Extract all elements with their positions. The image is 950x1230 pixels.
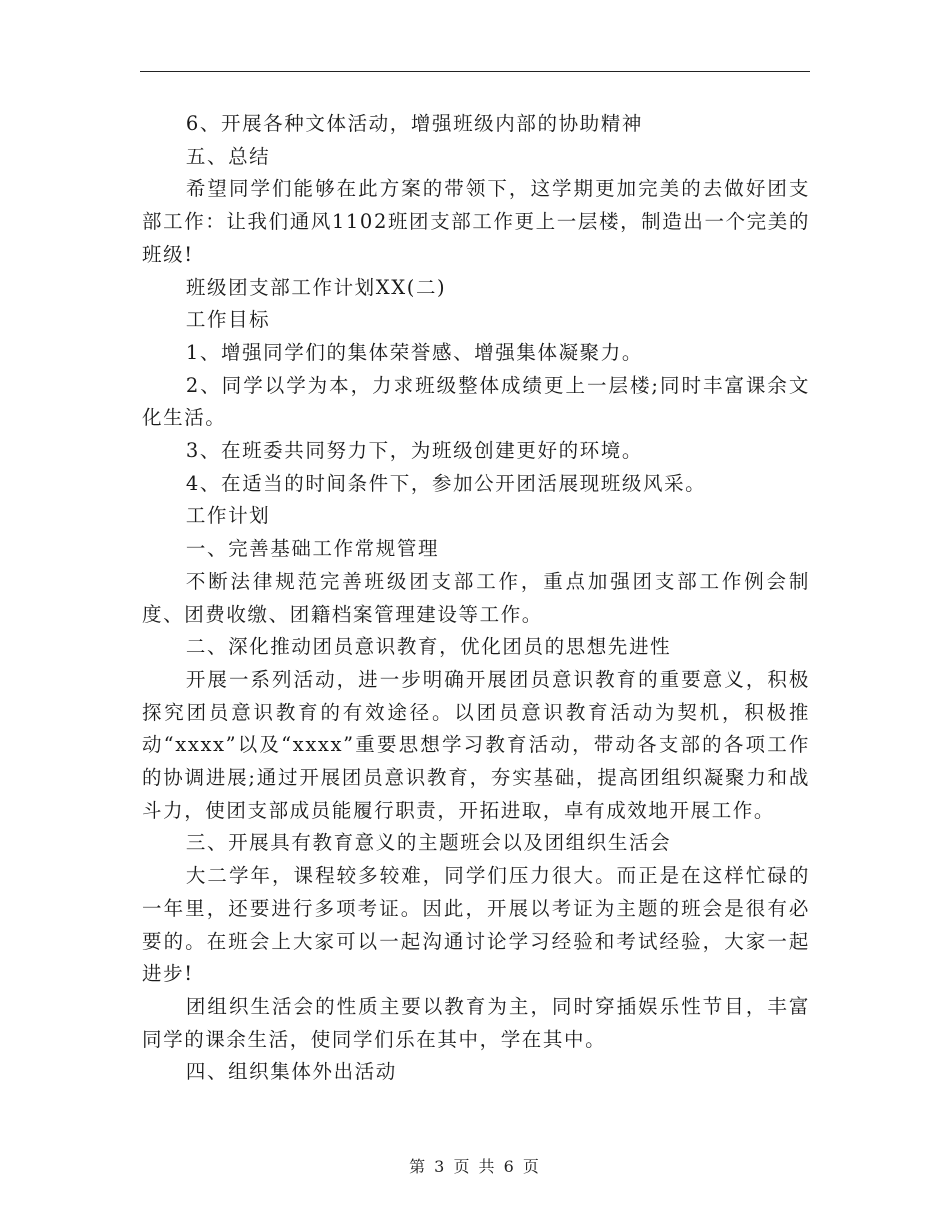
paragraph-section-1: 不断法律规范完善班级团支部工作，重点加强团支部工作例会制度、团费收缴、团籍档案管理建设等工作。 [142, 569, 810, 626]
heading-section-1: 一、完善基础工作常规管理 [185, 537, 440, 561]
page-number: 第 3 页 共 6 页 [409, 1157, 541, 1176]
goal-item-4: 4、在适当的时间条件下，参加公开团活展现班级风采。 [185, 471, 707, 495]
goal-item-1: 1、增强同学们的集体荣誉感、增强集体凝聚力。 [185, 340, 643, 364]
heading-work-goals: 工作目标 [185, 308, 271, 332]
paragraph-section-2: 开展一系列活动，进一步明确开展团员意识教育的重要意义，积极探究团员意识教育的有效途径。以团员意识教育活动为契机，积极推动“xxxx”以及“xxxx”重要思想学习教育活动，带动各支部的各项工作的协调进展;通过开展团员意识教育，夯实基础，提高团组织凝聚力和战斗力，使团支部成员能履行职责，开拓进取，卓有成效地开展工作。 [142, 667, 810, 822]
heading-section-3: 三、开展具有教育意义的主题班会以及团组织生活会 [185, 831, 672, 855]
paragraph-section-3b: 团组织生活会的性质主要以教育为主，同时穿插娱乐性节目，丰富同学的课余生活，使同学们乐在其中，学在其中。 [142, 994, 810, 1051]
paragraph-summary: 希望同学们能够在此方案的带领下，这学期更加完美的去做好团支部工作：让我们通风1102班团支部工作更上一层楼，制造出一个完美的班级! [142, 177, 810, 266]
paragraph-activities: 6、开展各种文体活动，增强班级内部的协助精神 [185, 112, 643, 135]
heading-summary: 五、总结 [185, 144, 271, 168]
heading-work-plan: 工作计划 [185, 504, 271, 528]
header-rule [140, 71, 810, 72]
goal-item-3: 3、在班委共同努力下，为班级创建更好的环境。 [185, 439, 643, 463]
heading-section-2: 二、深化推动团员意识教育，优化团员的思想先进性 [185, 635, 672, 659]
goal-item-2: 2、同学以学为本，力求班级整体成绩更上一层楼;同时丰富课余文化生活。 [142, 373, 810, 430]
heading-section-4: 四、组织集体外出活动 [185, 1060, 397, 1084]
document-body [142, 108, 810, 1089]
paragraph-section-3a: 大二学年，课程较多较难，同学们压力很大。而正是在这样忙碌的一年里，还要进行多项考证。因此，开展以考证为主题的班会是很有必要的。在班会上大家可以一起沟通讨论学习经验和考试经验，大家一起进步! [142, 864, 810, 986]
heading-plan-two: 班级团支部工作计划XX(二) [185, 275, 447, 299]
